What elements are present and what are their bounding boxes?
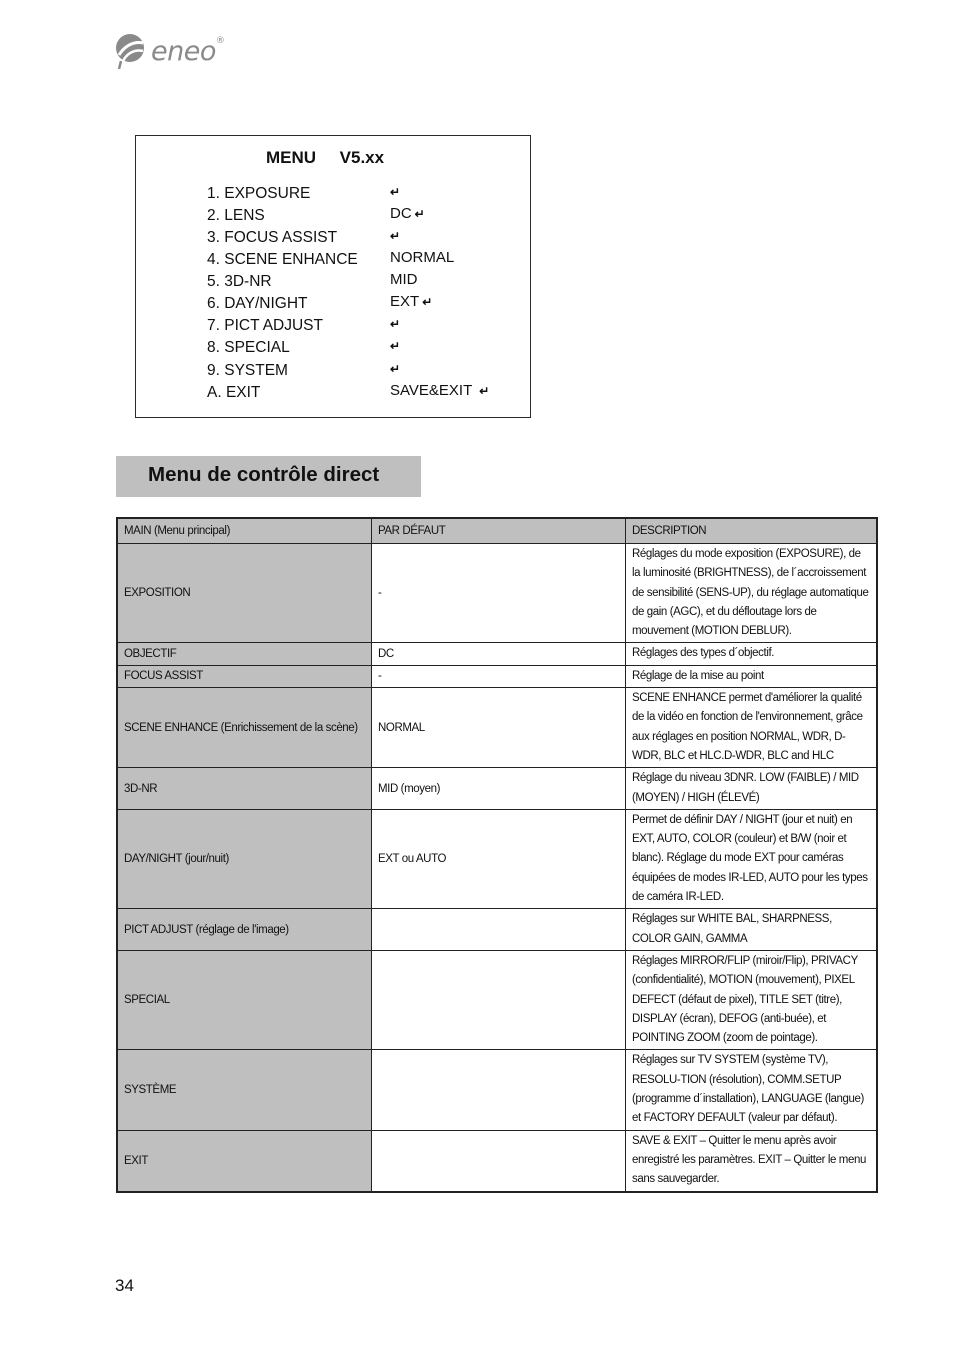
logo-text: eneo® — [151, 35, 225, 67]
menu-table — [116, 517, 878, 1193]
cell-default — [372, 1050, 626, 1130]
osd-menu-value — [390, 382, 489, 399]
table-row — [117, 909, 877, 951]
osd-menu-value — [390, 183, 400, 200]
cell-default — [372, 1130, 626, 1191]
osd-menu-value — [390, 227, 400, 244]
cell-default: - — [372, 544, 626, 643]
cell-main: SPECIAL — [117, 950, 372, 1049]
osd-menu-item: 3. FOCUS ASSIST — [207, 229, 338, 246]
enter-icon: ↵ — [479, 384, 490, 398]
table-row — [117, 768, 877, 810]
table-row — [117, 665, 877, 687]
enter-icon: ↵ — [390, 339, 401, 353]
cell-description: Réglages du mode exposition (EXPOSURE), de la luminosité (BRIGHTNESS), de l´accroissement de sensibilité (SENS-UP), du réglage automatique de gain (AGC), et du défloutage lors de mouvement (MOTION DEBLUR). — [626, 544, 878, 643]
cell-default: - — [372, 665, 626, 687]
cell-description: SCENE ENHANCE permet d'améliorer la qualité de la vidéo en fonction de l'environnement, grâce aux réglages en position NORMAL, WDR, D-WDR, BLC et HLC.D-WDR, BLC and HLC — [626, 688, 878, 768]
osd-menu-value — [390, 337, 400, 354]
enter-icon: ↵ — [414, 207, 425, 221]
cell-default — [372, 950, 626, 1049]
table-row — [117, 1050, 877, 1130]
header-main: MAIN (Menu principal) — [117, 518, 372, 544]
cell-default: NORMAL — [372, 688, 626, 768]
osd-menu-value — [390, 271, 418, 288]
section-title: Menu de contrôle direct — [148, 463, 380, 486]
enter-icon: ↵ — [390, 362, 401, 376]
enter-icon: ↵ — [390, 317, 401, 331]
cell-description: Réglages MIRROR/FLIP (miroir/Flip), PRIVACY (confidentialité), MOTION (mouvement), PIXEL DEFECT (défaut de pixel), TITLE SET (titre), DISPLAY (écran), DEFOG (anti-buée), et POINTING ZOOM (zoom de pointage). — [626, 950, 878, 1049]
table-row — [117, 688, 877, 768]
osd-menu-value — [390, 315, 400, 332]
table-row — [117, 544, 877, 643]
cell-main: EXPOSITION — [117, 544, 372, 643]
osd-menu-value — [390, 360, 400, 377]
table-row — [117, 809, 877, 908]
enter-icon: ↵ — [422, 295, 433, 309]
table-row — [117, 1130, 877, 1191]
cell-description: Permet de définir DAY / NIGHT (jour et nuit) en EXT, AUTO, COLOR (couleur) et B/W (noir et blanc). Réglage du mode EXT pour caméras équipées de modes IR-LED, AUTO pour les types de caméra IR-LED. — [626, 809, 878, 908]
cell-default: MID (moyen) — [372, 768, 626, 810]
osd-menu-item: A. EXIT — [207, 384, 261, 401]
cell-main: SCENE ENHANCE (Enrichissement de la scène) — [117, 688, 372, 768]
table-header-row — [117, 518, 877, 544]
cell-main: DAY/NIGHT (jour/nuit) — [117, 809, 372, 908]
cell-description: Réglages sur WHITE BAL, SHARPNESS, COLOR GAIN, GAMMA — [626, 909, 878, 951]
osd-menu-item: 5. 3D-NR — [207, 273, 272, 290]
cell-default — [372, 909, 626, 951]
osd-menu-item: 7. PICT ADJUST — [207, 317, 323, 334]
cell-main: EXIT — [117, 1130, 372, 1191]
osd-menu-item: 6. DAY/NIGHT — [207, 295, 308, 312]
osd-menu-item: 9. SYSTEM — [207, 362, 288, 379]
osd-menu-value — [390, 205, 425, 222]
cell-description: Réglages des types d´objectif. — [626, 643, 878, 665]
eneo-logo — [113, 30, 224, 72]
eneo-swirl-icon — [113, 31, 149, 71]
osd-menu-panel — [135, 135, 531, 418]
enter-icon: ↵ — [390, 229, 401, 243]
cell-description: Réglage du niveau 3DNR. LOW (FAIBLE) / MID (MOYEN) / HIGH (ÉLEVÉ) — [626, 768, 878, 810]
osd-menu-value-text: NORMAL — [390, 249, 455, 266]
osd-menu-value — [390, 293, 432, 310]
enter-icon: ↵ — [390, 185, 401, 199]
osd-menu-value-text: DC — [390, 205, 412, 222]
cell-description: SAVE & EXIT – Quitter le menu après avoir enregistré les paramètres. EXIT – Quitter le menu sans sauvegarder. — [626, 1130, 878, 1191]
header-default: PAR DÉFAUT — [372, 518, 626, 544]
header-description: DESCRIPTION — [626, 518, 878, 544]
osd-menu-title: MENU V5.xx — [266, 148, 385, 167]
table-row — [117, 643, 877, 665]
osd-menu-value-text: MID — [390, 271, 418, 288]
osd-menu-item: 1. EXPOSURE — [207, 185, 311, 202]
osd-menu-item: 2. LENS — [207, 207, 265, 224]
cell-main: OBJECTIF — [117, 643, 372, 665]
cell-main: SYSTÈME — [117, 1050, 372, 1130]
table-row — [117, 950, 877, 1049]
cell-default: DC — [372, 643, 626, 665]
osd-menu-value-text: SAVE&EXIT — [390, 382, 473, 399]
osd-menu-item: 8. SPECIAL — [207, 339, 290, 356]
section-heading — [116, 456, 421, 497]
cell-default: EXT ou AUTO — [372, 809, 626, 908]
page-number: 34 — [115, 1276, 134, 1295]
cell-main: FOCUS ASSIST — [117, 665, 372, 687]
cell-description: Réglages sur TV SYSTEM (système TV), RESOLU-TION (résolution), COMM.SETUP (programme d´installation), LANGUAGE (langue) et FACTORY DEFAULT (valeur par défaut). — [626, 1050, 878, 1130]
osd-menu-value-text: EXT — [390, 293, 420, 310]
cell-description: Réglage de la mise au point — [626, 665, 878, 687]
osd-menu-item: 4. SCENE ENHANCE — [207, 251, 358, 268]
cell-main: 3D-NR — [117, 768, 372, 810]
cell-main: PICT ADJUST (réglage de l'image) — [117, 909, 372, 951]
osd-menu-value — [390, 249, 454, 266]
